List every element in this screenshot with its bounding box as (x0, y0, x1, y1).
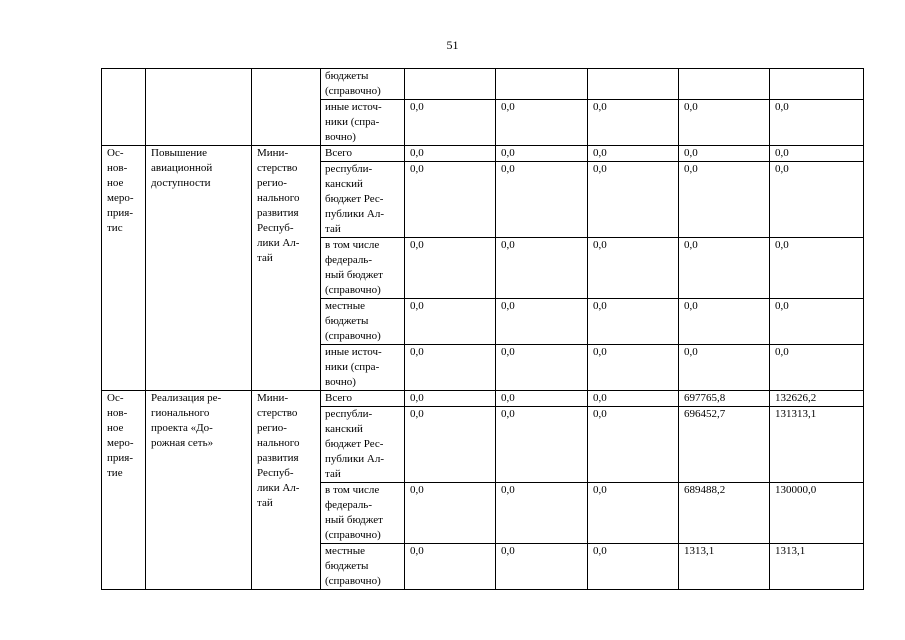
value-cell-text: 0,0 (501, 392, 515, 404)
value-cell-text: 0,0 (410, 408, 424, 420)
table-row (102, 69, 864, 100)
value-cell-text: 0,0 (501, 408, 515, 420)
value-cell (770, 483, 864, 544)
value-cell-text: 696452,7 (684, 408, 726, 420)
value-cell (679, 146, 770, 162)
value-cell-text: 0,0 (410, 300, 424, 312)
value-cell (679, 162, 770, 238)
value-cell (496, 100, 588, 146)
value-cell-text: 1313,1 (775, 545, 806, 557)
funding-source-cell (321, 100, 405, 146)
value-cell (770, 100, 864, 146)
funding-source-cell (321, 483, 405, 544)
value-cell-text: 0,0 (593, 147, 607, 159)
value-cell (679, 391, 770, 407)
value-cell-text: 0,0 (593, 545, 607, 557)
value-cell (496, 146, 588, 162)
value-cell-text: 0,0 (501, 147, 515, 159)
value-cell-text: 0,0 (501, 101, 515, 113)
value-cell (770, 238, 864, 299)
value-cell (588, 69, 679, 100)
funding-source-cell (321, 238, 405, 299)
activity-type-cell (102, 391, 146, 590)
value-cell (496, 407, 588, 483)
value-cell (405, 100, 496, 146)
executor-cell (252, 69, 321, 146)
value-cell-text: 0,0 (410, 147, 424, 159)
value-cell-text: 0,0 (593, 484, 607, 496)
value-cell-text: 0,0 (684, 300, 698, 312)
value-cell (679, 238, 770, 299)
value-cell-text: 0,0 (775, 300, 789, 312)
value-cell (770, 345, 864, 391)
value-cell-text: 0,0 (775, 346, 789, 358)
value-cell-text: 697765,8 (684, 392, 726, 404)
value-cell (679, 69, 770, 100)
value-cell (679, 345, 770, 391)
value-cell (405, 391, 496, 407)
value-cell (405, 162, 496, 238)
executor-cell (252, 391, 321, 590)
value-cell (588, 299, 679, 345)
funding-source-cell (321, 345, 405, 391)
page-number: 51 (446, 38, 459, 52)
value-cell (588, 100, 679, 146)
value-cell (496, 391, 588, 407)
funding-source-cell-text: иные источ- ники (спра- вочно) (325, 346, 382, 388)
funding-source-cell-text: республи- канский бюджет Рес- публики Ал- тай (325, 408, 385, 480)
value-cell-text: 0,0 (684, 239, 698, 251)
activity-type-cell-text: Ос- нов- ное меро- прия- тие (107, 392, 134, 479)
value-cell-text: 0,0 (501, 239, 515, 251)
value-cell-text: 0,0 (410, 392, 424, 404)
value-cell (405, 238, 496, 299)
value-cell-text: 0,0 (593, 300, 607, 312)
value-cell-text: 0,0 (501, 545, 515, 557)
value-cell-text: 131313,1 (775, 408, 817, 420)
value-cell-text: 0,0 (593, 408, 607, 420)
value-cell (770, 544, 864, 590)
funding-source-cell (321, 299, 405, 345)
value-cell (679, 100, 770, 146)
type-cell (102, 69, 146, 146)
value-cell (496, 544, 588, 590)
value-cell (496, 299, 588, 345)
value-cell-text: 0,0 (501, 163, 515, 175)
value-cell (405, 407, 496, 483)
value-cell-text: 0,0 (410, 101, 424, 113)
funding-source-cell (321, 407, 405, 483)
value-cell-text: 0,0 (593, 163, 607, 175)
value-cell-text: 0,0 (501, 300, 515, 312)
value-cell-text: 0,0 (775, 147, 789, 159)
value-cell (588, 544, 679, 590)
funding-source-cell-text: местные бюджеты (справочно) (325, 545, 381, 587)
funding-source-cell-text: в том числе федераль- ный бюджет (справочно) (325, 239, 383, 296)
value-cell-text: 0,0 (684, 101, 698, 113)
funding-source-cell-text: Всего (325, 392, 352, 404)
value-cell (405, 146, 496, 162)
funding-source-cell (321, 544, 405, 590)
funding-source-cell-text: бюджеты (справочно) (325, 70, 381, 97)
funding-source-cell (321, 146, 405, 162)
value-cell-text: 0,0 (410, 346, 424, 358)
activity-name-cell-text: Реализация ре- гионального проекта «До- рожная сеть» (151, 392, 222, 449)
value-cell-text: 132626,2 (775, 392, 817, 404)
value-cell-text: 0,0 (501, 346, 515, 358)
value-cell (405, 483, 496, 544)
value-cell (770, 391, 864, 407)
value-cell-text: 0,0 (593, 101, 607, 113)
value-cell-text: 689488,2 (684, 484, 726, 496)
value-cell-text: 0,0 (775, 101, 789, 113)
value-cell-text: 1313,1 (684, 545, 715, 557)
table-row (102, 391, 864, 407)
activity-name-cell-text: Повышение авиационной доступности (151, 147, 213, 189)
value-cell (496, 162, 588, 238)
name-cell (146, 69, 252, 146)
value-cell-text: 0,0 (593, 239, 607, 251)
value-cell-text: 0,0 (684, 346, 698, 358)
value-cell (405, 69, 496, 100)
value-cell (588, 162, 679, 238)
value-cell (588, 483, 679, 544)
activity-name-cell (146, 146, 252, 391)
value-cell (770, 162, 864, 238)
budget-table (101, 68, 864, 590)
executor-cell-text: Мини- стерство регио- нального развития Респуб- лики Ал- тай (257, 392, 300, 509)
funding-source-cell-text: местные бюджеты (справочно) (325, 300, 381, 342)
value-cell (588, 146, 679, 162)
activity-type-cell (102, 146, 146, 391)
funding-source-cell-text: республи- канский бюджет Рес- публики Ал- тай (325, 163, 385, 235)
value-cell-text: 0,0 (410, 239, 424, 251)
value-cell-text: 130000,0 (775, 484, 817, 496)
value-cell-text: 0,0 (775, 163, 789, 175)
value-cell (770, 146, 864, 162)
value-cell (770, 299, 864, 345)
value-cell (679, 299, 770, 345)
funding-source-cell-text: иные источ- ники (спра- вочно) (325, 101, 382, 143)
funding-source-cell (321, 391, 405, 407)
value-cell-text: 0,0 (593, 346, 607, 358)
activity-name-cell (146, 391, 252, 590)
value-cell (679, 407, 770, 483)
value-cell (588, 407, 679, 483)
value-cell (496, 238, 588, 299)
funding-source-cell-text: Всего (325, 147, 352, 159)
value-cell-text: 0,0 (593, 392, 607, 404)
value-cell (496, 483, 588, 544)
value-cell-text: 0,0 (410, 163, 424, 175)
value-cell (405, 544, 496, 590)
value-cell (588, 238, 679, 299)
value-cell-text: 0,0 (684, 147, 698, 159)
value-cell (405, 345, 496, 391)
value-cell (588, 391, 679, 407)
funding-source-cell (321, 162, 405, 238)
funding-source-cell-text: в том числе федераль- ный бюджет (справочно) (325, 484, 383, 541)
funding-source-cell (321, 69, 405, 100)
executor-cell (252, 146, 321, 391)
budget-table-body (102, 69, 864, 590)
value-cell-text: 0,0 (410, 484, 424, 496)
value-cell (496, 69, 588, 100)
value-cell (496, 345, 588, 391)
value-cell-text: 0,0 (410, 545, 424, 557)
value-cell (770, 407, 864, 483)
value-cell (405, 299, 496, 345)
value-cell-text: 0,0 (501, 484, 515, 496)
executor-cell-text: Мини- стерство регио- нального развития Респуб- лики Ал- тай (257, 147, 300, 264)
activity-type-cell-text: Ос- нов- ное меро- прия- тис (107, 147, 134, 234)
value-cell (679, 544, 770, 590)
value-cell-text: 0,0 (775, 239, 789, 251)
value-cell (770, 69, 864, 100)
value-cell-text: 0,0 (684, 163, 698, 175)
value-cell (588, 345, 679, 391)
table-row (102, 146, 864, 162)
value-cell (679, 483, 770, 544)
